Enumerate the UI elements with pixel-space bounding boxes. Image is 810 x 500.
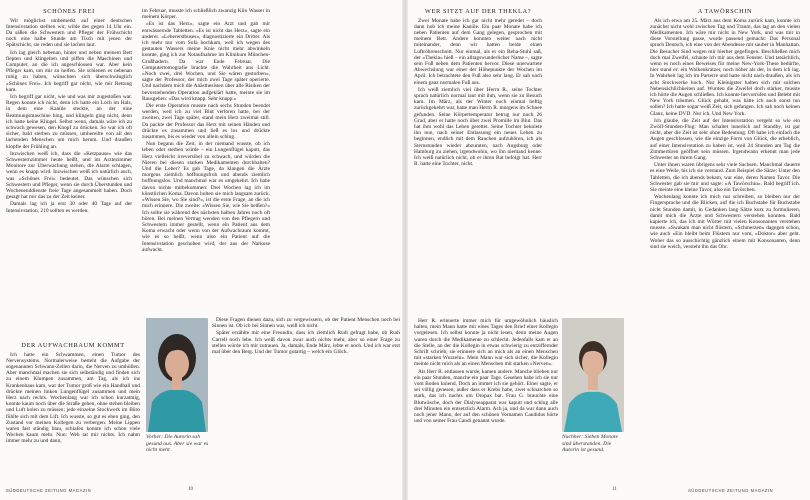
paragraph: Wochenlang konnte ich mich nur schreiben, so bleiben nur der Fingersprache und die Blicken, auf die ich Buchstabe für Buchstabe nicht Stunden damit, in Gedanken lang Sätze kurz zu formulieren, damit mich die Ärzte und Schwestern verstehen konnten. Bald kapierte ich, das ich mit Wörter mit vielen Konsonanten verstehen musste. »Swakam man nicht flüstern, »Schmerzen« dagegen schon, wie auch »Ein bleibt beim Flüstern nur vom, »Doktor« aber geht. Woher das so ausschichtig gänzlich einem mit Konsonanten, denn sind sie weich, versteht ihn das Ohr. (650, 194, 800, 250)
paragraph: Damals lag ich ja erst 30 oder 40 Tage auf der Intensivstation, 210 sollten es werden. (6, 201, 132, 214)
paragraph: Als ich etwa am 25. März aus dem Koma zurück kam, konnte ich zunächst nicht wohl zwischen Tag und Traum, das lag an den vielen Medikamenten. Ich wäre mir nicht in New York, und was mir in diese Vorstellung passe, wurde passend gemacht: Das Personal sprach Deutsch, ich eine von der Abendesse mit sauber in Manhattan. Die Besucher Sind wegen mir hierher gegeflogen. Beschließen mich doch mal Zweifel, schaute ich mir aus dem Fenster. Und tatsächlich, wenn es noch eines Beweises für meine New-York-These bedürfte, hier stand er: ein Wolkenkratzer, noch höher als der, in dem ich lag. In Wahrheit lag ich im Parterre und hatte nicht nach draußen, als ich acht Stockwerke hoch. Nur Kleinigster halten sich mit solchen Nebensächlichkeiten auf. Wurden die Zweifel doch stärker, musste ich hörte die Augen schließen. Ich konnte hervorrufen und Belebt mit New York träumen. Glück gehabt, was hätte ich auch sonst tun sollen? Ich hatte sogar weiß Zeit, sich gefangen. Ich sah noch keinen Glanz, keine DVD. Nur ich. Und New York. (650, 17, 800, 117)
paragraph: Ich weiß ziemlich viel über Herrn R., seine Tochter sprach natürlich normal laut mit ihm, wenn sie zu Besuch kam. Im März, als der Winter noch einmal heftig zurückgekehrt war, hatte man Herrn R. morgens im Schnee gefunden. Seine Körpertemperatur betrug nur noch 26 Grad, aber er hatte noch über zwei Promille im Blut. Das hat ihm wohl das Leben gerettet. Seine Tochter bekniete ihn nun, nach seiner Entlassung ein neues Leben zu beginnen, endlich mit dem Rauchen aufzuhören, ich als Sternstunden wieder abzuraten, nach Augsburg oder Hamburg zu ziehen, irgendwohin, wo ihn niemand kenne. Ich weiß natürlich nicht, ob er ihren Rat befolgt hat. Herr R. hatte eine Tochter, nicht. (414, 86, 542, 168)
text-column-2-lower (212, 317, 400, 483)
text-column-4 (650, 8, 800, 490)
paragraph: Diese Fragen dienen dazu, sich zu vergewissern, ob der Patient Menschen noch bei Sinnen ist. Ob ich bei Sinnen war, weiß ich nicht. (212, 317, 400, 330)
author-photo-before (146, 318, 208, 432)
portrait-svg (146, 318, 208, 432)
paragraph: Zwei Monate habe ich gar nicht mehr geredet – doch dann hob ich meine Kanüle. Ein paar Monate habe ich neben Patienten auf dem Gang gelegen, gesprochen mit meinem Bett. Andere konnten weiter nach nicht miteinander, denn wir hatten beide einen Luftröhrenschnitt. Nur einmal, als er ein Reha-Stuhl saß, der »Thekla« hieß – ein alltagswunderlicher Name –, sagte sein Fuß neben dem Patienten hervor. Diese unerwartete Abwechslung war einer der Höhepunkte der Wochen im April. Ich betrachtete den Fuß also sehr lang. Er sah nach einem ganz normalen Fuß aus. (414, 17, 542, 86)
page-number-right: 11 (612, 487, 617, 492)
paragraph: Nun begann die Zeit, in der niemand wusste, ob ich leben oder sterben würde – ein Lungenflügel kaputt, das Herz vielleicht irreversibel zu schwach, und würden die Nieren bei diesen starken Medikamenten durchhalten? Und die Leber? Es gab Tage, da klangen die Ärzte morgens ziemlich hoffnungsfroh und abends ziemlich hoffnungslos. Und manchmal war es umgekehrt. Ich habe davon nichts mitbekommen: Drei Wochen lag ich im künstlichen Koma. Davon holten sie mich langsam zurück. »Wissen Sie, wo Sie sind?«, ist die erste Frage, an die ich mich erinnere. Die zweite: »Wissen Sie, wie Sie heißen?« Ich sollte sie während des nächsten halben Jahres noch oft hören. Bei meinen Vertrag wenden von den Pflegern und Schwestern immer gestellt, wenn ein Patient aus dem Koma erwacht oder wenn von der Aufwachraum kommt, wie es so heißt, wenn also ein Patient auf die Intensivstation geschoben wird, der aus der Narkose aufwacht. (142, 141, 270, 253)
text-column-1-lower (6, 338, 140, 488)
paragraph: Ich glaube, die Zeit auf der Intensivstation vergeht so wie ein Zwölf-Stunden-Flug: Man schaltet innerlich auf Standby, ist gar nicht, aber die Zeit ist sehr ohne Bedeutung. Oft habe ich einfach die Augen geschlossen, wie die einzige Form von Glück, die erheblich, auf einer Intensivstation zu haben ist, weil 24 Stunden am Tag die Zimmertüren geöffnet sein müssen. Irgendwann erkennt man jede Schwester an ihrem Gang. (650, 117, 800, 161)
section-heading: A TAWÖRSCHIN (697, 8, 753, 15)
paragraph: Als Herr R. entlassen wurde, kamen andere. Manche blieben nur ein paar Stunden, manche ein paar Tage. Gesehen habe ich sie nur vom Boden kniend, Doch an immer ich sie gehört. Einer sagte, er sei völlig genesen, außer dass er Krebs habe, zwei schnarchen so stark, das ich nachts um Oropax bat. Frau G. brauchte eine Blutwäsche, doch der Dialyseapparat war kaputt und schlug alle drei Minuten ein entsetzlich Alarm. Ach ja, und da war dann auch noch jener Mann, der auf den schönen Vornamen Candidus hörte und von seiner Frau Candi genannt wurde. (414, 368, 558, 425)
paragraph: Wir möglichst umbemerkt auf einer deutschen Intensivstation stellten wir, wilde des gegen 14 Uhr ein. Da säßen die Schwestern und Pfleger der Frühschicht noch eine halbe Stunde am Tisch mit jenen der Spätschicht, sie reden und sie lachen laut. (6, 17, 132, 49)
section-heading: WER SITZT AUF DER THEKLA? (424, 8, 532, 15)
portrait-svg-after (562, 318, 624, 432)
photo-caption-before: Vorher: Die Autorin sah gesund aus. Aber sie war es nicht mehr. (146, 434, 209, 454)
paragraph: im Februar, musste ich schließlich zwanzig Kilo Wasser in meinem Körper. (142, 8, 270, 21)
section-heading: SCHÖNES FREI (43, 8, 95, 15)
paragraph: Inzwischen weiß ich, dass die »Ketzpause« wie das Schwesternzimmer heute heißt, und im Arztezimmer Monitore zur Überwachung stehen, die Alarm schlagen, wenn es knapp wird. Inzwischen weiß ich natürlich auch, was »Schönes Frei« bedeutet. Das wünschen sich Schwestern und Pfleger, wenn sie durch Überstunden und Wochenenddienste freie Tage angesammelt haben. Doch gesagt hat mir das zu der Zeit keiner. (6, 150, 132, 201)
text-column-2 (142, 8, 270, 314)
footer-magazine-right: SÜDDEUTSCHE ZEITUNG MAGAZIN (688, 488, 774, 493)
section-heading: DER AUFWACHRAUM KOMMT (21, 342, 125, 349)
page-number-left: 10 (188, 487, 193, 492)
paragraph: Unter ihnen waren übrigens sehr viele Sachsen. Manchmal dauerte es eine Weile, bis ich sie verstand. Zum Beispiel die Sätze: Unter den Tabletten, die ich abends bekam, war eine, deren Namen Tavor. Die Schwester gab sie mir und sagte: »A Tawörschin«. Bald begriff ich. Sie meinte eine kleine Tavor, also ein Tavörchen. (650, 162, 800, 193)
photo-caption-after: Nachher: Sieben Monate sind überstanden. Die Autorin ist gesund. (562, 434, 618, 454)
text-column-3-lower (414, 318, 558, 484)
paragraph: Ich lag gleich nebenan, hinter und neben meinem Bett fiepten und klingelten und piffen die Maschinen und Computer, an die ich angeschlossen war. Aber kein Pfleger kam, um mir zu helfen. Sie schienen es nebenan ruhig zu haben, wünschten sich überschwänglich »Schönes Frei«. Ich begriff gar nicht, wie mir Rettung kam. (6, 49, 132, 93)
paragraph: Die erste Operation musste nach sechs Stunden beendet werden, weil ich zu viel Blut verloren hatte, bei der zweiten, zwei Tage später, stand mein Herz zweimal still. Da packte der Professor das Herz mit seinen Händen und drückte es zusammen und ließ es los und drückte zusammen, bis es wieder von allein schlug. (142, 103, 270, 141)
footer-magazine-left: SÜDDEUTSCHE ZEITUNG MAGAZIN (6, 488, 92, 493)
paragraph: Herr R. erinnerte immer mich für umgewöhnlich häuslich halten, mein Mann hatte mir eines Tages den Brief einer Kollegin vorgelesen. Ich selbst konnte ja nicht lesen, denn meine Augen waren durch die Medikamente zu schlecht. Jedenfalls kam er an die Stelle, an der die Kollegin in etwas schwierig zu entziffernder Schrift schrieb, sie erinnere sich an mich als an einen Menschen mit »starken Wurzeln«. Mein Mann war sich sicher, die Kollegin meinte nicht mich als an einen Menschen mit starken »Nerven«. (414, 318, 558, 368)
author-photo-after (562, 318, 624, 432)
paragraph: Ich hatte ein Schwammen, einen Tumor des Nervensystems. Normalerweise besteht die Aufgabe der sogenannten Schwann-Zellen darin, die Nerven zu umhüllen. Aber manchmal machen sie sich selbständig und finden sich zu einem Klumpen zusammen, am Tag, als ich ins Krankenhaus kam, war der Tumor groß wie ein Handball und drückte meinen linken Lungenflügel zusammen und mein Herz nach rechts. Wochenlang war ich schon kurzatmig, konnte kaum noch über die Straße gehen, ohne stehen bleiben und Luft holen zu müssen; jede einzelne Stockwerk im Büro fühlte sich mit dem Lift. Ich wusste, so gut es eben ging, den Zustand vor meinen Kollegen zu verbergen. Meine Lippen waren fast ständig blau, schlafen konnte ich schon viele Wochen kaum mehr. Nun: Weh tat mir nichts. Ich nahm immer mehr zu und dann, (6, 351, 140, 445)
text-column-1 (6, 8, 132, 338)
paragraph: Ich begriff gar nicht, wie und was mir zugestoßen war. Regen konnte ich nicht, denn ich hatte ein Loch im Hals, in dem eine Kanüle steckte, an der eine Beatmungsmaschine hing, und klingeln ging nicht, denn ich hatte keine Klingel. Selbst wenn, damals wäre ich zu schwach gewesen, den Knopf zu drücken. So war ich oft sicher, bald sterben zu müssen, umhereilte von all den lachenden Menschen um mich herum. Und draußen klopfte der Frühling an. (6, 93, 132, 150)
page-gutter (402, 0, 408, 500)
text-column-3 (414, 8, 542, 314)
paragraph: Später erzählte mir eine Freundin, dass ich ziemlich Rudi gefragt habe, ob Rudi Carrell noch lebe. Ich weiß davon zwar auch nichts mehr, aber so einer Frage zu stellen würde ich mir zutrauen. Ja, damals, Ende März, lebte er noch. Und ich war erst mal über den Berg. Und der Tumor gutartig – welch ein Glück. (212, 330, 400, 356)
paragraph: »Es ist das Herz«, sagte ein Arzt und gab mir entwässernde Tabletten. »Es ist nicht das Herz«, sagte ein anderer. »Lebererstbuses«, diagnostizierte ein Dritter. Als ich mehr nur vom Sofa hochkam, weil ich wegen des gestauten Wassers meine Knie nicht mehr abwinkeln konnte, ging ich zur Notaufnahme im Klinikum München-Großhadern. Da war Ende Februar. Die Computertomografie brachte die Wahrheit ans Licht. »Noch zwei, drei Wochen, und Sie wären gestorben«, sagte der Professor, der mich zwei Tage später operierte. Und nachdem mich die Anästhesisten über alle Risiken der bevorstehenden Operation aufgeklärt hatte, meinte sie im Rausgehen: »Das wird knapp. Sehr knapp.« (142, 21, 270, 102)
